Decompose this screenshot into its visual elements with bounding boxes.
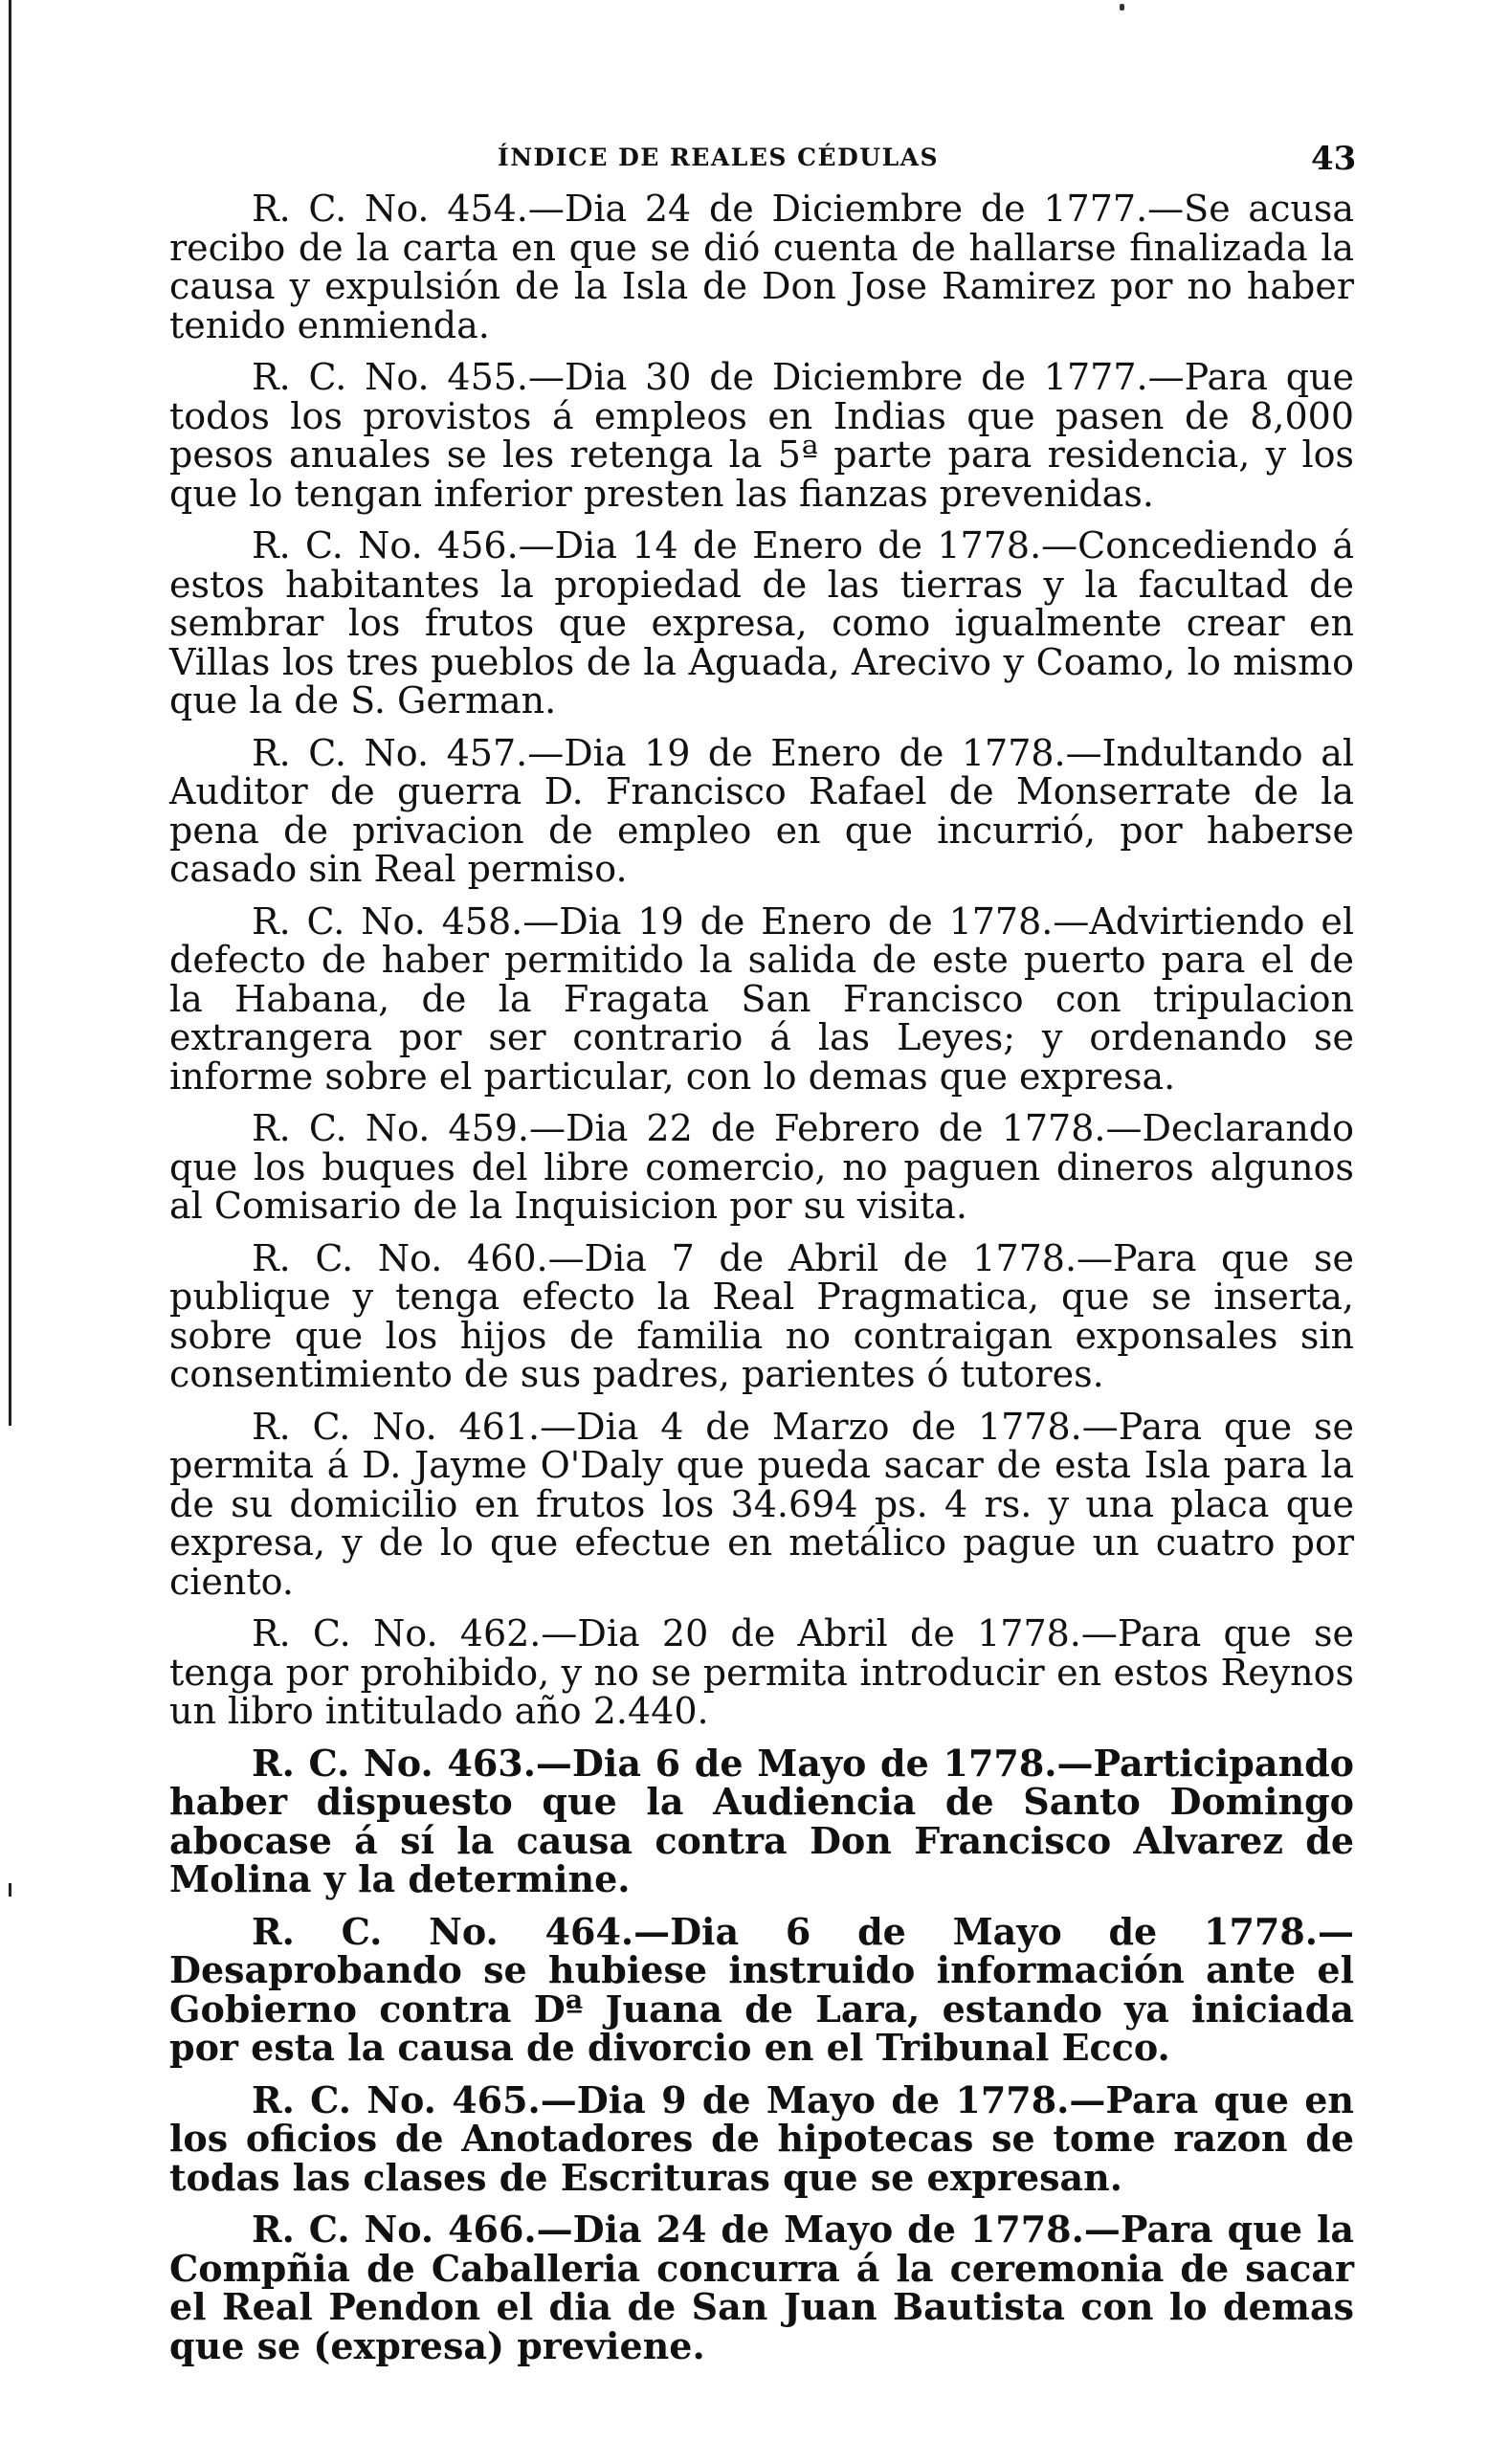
entry-456: R. C. No. 456.—Dia 14 de Enero de 1778.—Concediendo á estos habitantes la propiedad de las tierras y la facultad de sembrar los frutos que expresa, como igualmente crear en Villas los tres pueblos de la Aguada, Arecivo y Coamo, lo mismo que la de S. German. bbox=[169, 524, 1354, 721]
entry-459: R. C. No. 459.—Dia 22 de Febrero de 1778.—Declarando que los buques del libre comercio, no paguen dineros algunos al Comisario de la Inquisicion por su visita. bbox=[169, 1107, 1354, 1227]
entry-463: R. C. No. 463.—Dia 6 de Mayo de 1778.—Participando haber dispuesto que la Audiencia de Santo Domingo abocase á sí la causa contra Don Francisco Alvarez de Molina y la determine. bbox=[169, 1741, 1354, 1900]
entry-466: R. C. No. 466.—Dia 24 de Mayo de 1778.—Para que la Compñia de Caballeria concurra á la ceremonia de sacar el Real Pendon el dia de San Juan Bautista con lo demas que se (expresa) previene. bbox=[169, 2208, 1354, 2367]
entry-457: R. C. No. 457.—Dia 19 de Enero de 1778.—Indultando al Auditor de guerra D. Francisco Rafael de Monserrate de la pena de privacion de empleo en que incurrió, por haberse casado sin Real permiso. bbox=[169, 731, 1354, 890]
entry-454: R. C. No. 454.—Dia 24 de Diciembre de 1777.—Se acusa recibo de la carta en que se dió cuenta de hallarse finalizada la causa y expulsión de la Isla de Don Jose Ramirez por no haber tenido enmienda. bbox=[169, 188, 1354, 346]
entry-458: R. C. No. 458.—Dia 19 de Enero de 1778.—Advirtiendo el defecto de haber permitido la salida de este puerto para el de la Habana, de la Fragata San Francisco con tripulacion extrangera por ser contrario á las Leyes; y ordenando se informe sobre el particular, con lo demas que expresa. bbox=[169, 899, 1354, 1098]
entry-460: R. C. No. 460.—Dia 7 de Abril de 1778.—Para que se publique y tenga efecto la Real Pragmatica, que se inserta, sobre que los hijos de familia no contraigan exponsales sin consentimiento de sus padres, parientes ó tutores. bbox=[169, 1236, 1354, 1395]
entry-462: R. C. No. 462.—Dia 20 de Abril de 1778.—Para que se tenga por prohibido, y no se permita introducir en estos Reynos un libro intitulado año 2.440. bbox=[169, 1612, 1354, 1732]
page-number: 43 bbox=[1311, 140, 1357, 178]
entry-list bbox=[169, 189, 1354, 2379]
entry-461: R. C. No. 461.—Dia 4 de Marzo de 1778.—Para que se permita á D. Jayme O'Daly que pueda sacar de esta Isla para la de su domicilio en frutos los 34.694 ps. 4 rs. y una placa que expresa, y de lo que efectue en metálico pague un cuatro por ciento. bbox=[169, 1405, 1354, 1603]
running-header: ÍNDICE DE REALES CÉDULAS bbox=[498, 144, 940, 171]
page-edge-line bbox=[9, 0, 11, 1426]
entry-465: R. C. No. 465.—Dia 9 de Mayo de 1778.—Para que en los oficios de Anotadores de hipotecas se tome razon de todas las clases de Escrituras que se expresan. bbox=[169, 2077, 1354, 2199]
entry-455: R. C. No. 455.—Dia 30 de Diciembre de 1777.—Para que todos los provistos á empleos en Indias que pasen de 8,000 pesos anuales se les retenga la 5ª parte para residencia, y los que lo tengan inferior presten las fianzas prevenidas. bbox=[169, 356, 1354, 515]
entry-464: R. C. No. 464.—Dia 6 de Mayo de 1778.—Desaprobando se hubiese instruido información ante el Gobierno contra Dª Juana de Lara, estando ya iniciada por esta la causa de divorcio en el Tribunal Ecco. bbox=[169, 1909, 1354, 2069]
ink-speck bbox=[1120, 4, 1124, 11]
page-edge-mark bbox=[9, 1883, 11, 1897]
